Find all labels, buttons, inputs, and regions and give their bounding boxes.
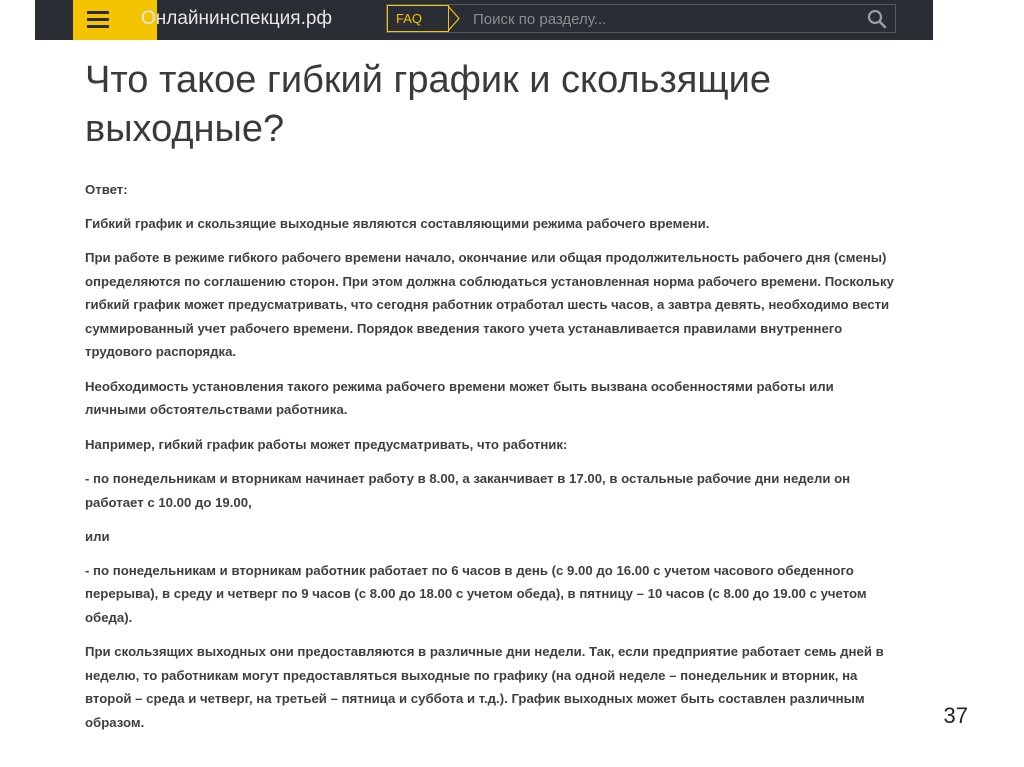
article-paragraph: - по понедельникам и вторникам работник работает по 6 часов в день (с 9.00 до 16.00 с учетом часового обеденного перерыва), в среду и четверг по 9 часов (с 8.00 до 18.00 с учетом обеда), в пятницу – 10 часов (с 8.00 до 19.00 с учетом обеда). <box>85 562 867 625</box>
hamburger-icon <box>87 11 109 14</box>
hamburger-icon-bar <box>87 25 109 28</box>
article-paragraph: При скользящих выходных они предоставляются в различные дни недели. Так, если предприятие работает семь дней в неделю, то работникам могут предоставляться выходные по графику (на одной неделе – понедельник и вторник, на второй – среда и четверг, на третьей – пятница и суббота и т.д.). График выходных может быть составлен различным образом. <box>85 644 884 730</box>
article-paragraph: Гибкий график и скользящие выходные являются составляющими режима рабочего времени. <box>85 215 710 231</box>
article-paragraph: - по понедельникам и вторникам начинает работу в 8.00, а заканчивает в 17.00, в остальные рабочие дни недели он работает с 10.00 до 19.00, <box>85 471 851 510</box>
page-title: Что такое гибкий график и скользящие выходные? <box>85 59 772 150</box>
search-input[interactable] <box>471 8 855 30</box>
faq-section-tag[interactable]: FAQ <box>387 5 449 32</box>
site-header <box>35 0 933 40</box>
search-icon[interactable] <box>867 9 887 29</box>
article-paragraph: Например, гибкий график работы может предусматривать, что работник: <box>85 436 568 452</box>
hamburger-icon-bar <box>87 18 109 21</box>
chevron-right-icon <box>447 5 461 32</box>
article-paragraph: Необходимость установления такого режима рабочего времени может быть вызвана особенностями работы или личными обстоятельствами работника. <box>85 378 834 417</box>
search-bar <box>386 4 896 33</box>
slide-number: 37 <box>943 703 968 728</box>
screenshot-frame <box>35 0 933 767</box>
article-paragraph: или <box>85 529 110 544</box>
site-title[interactable]: Онлайнинспекция.рф <box>141 8 333 29</box>
article-body <box>85 178 895 745</box>
answer-label: Ответ: <box>85 182 128 197</box>
article-paragraph: При работе в режиме гибкого рабочего времени начало, окончание или общая продолжительность рабочего дня (смены) определяются по соглашению сторон. При этом должна соблюдаться установленная норма рабочего времени. Поскольку гибкий график может предусматривать, что сегодня работник отработал шесть часов, а завтра девять, необходимо вести суммированный учет рабочего времени. Порядок введения такого учета устанавливается правилами внутреннего трудового распорядка. <box>85 250 894 359</box>
